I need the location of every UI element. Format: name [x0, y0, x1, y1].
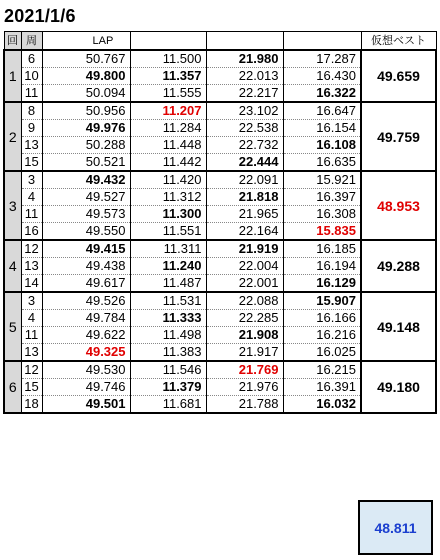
- sector3-time: 16.635: [283, 154, 361, 172]
- header-lap: LAP: [42, 32, 130, 51]
- lap-number: 12: [21, 240, 42, 258]
- sector1-time: 11.681: [130, 396, 206, 414]
- sector3-time: 15.921: [283, 171, 361, 189]
- lap-time: 49.438: [42, 258, 130, 275]
- sector2-time: 22.444: [206, 154, 283, 172]
- sector2-time: 22.013: [206, 68, 283, 85]
- sector1-time: 11.551: [130, 223, 206, 241]
- virtual-best: 49.659: [361, 50, 436, 102]
- lap-time: 50.521: [42, 154, 130, 172]
- sector2-time: 21.917: [206, 344, 283, 362]
- sector2-time: 21.919: [206, 240, 283, 258]
- lap-time: 49.617: [42, 275, 130, 293]
- lap-time: 49.622: [42, 327, 130, 344]
- lap-number: 18: [21, 396, 42, 414]
- lap-time: 50.956: [42, 102, 130, 120]
- lap-time: 50.288: [42, 137, 130, 154]
- lap-time: 49.530: [42, 361, 130, 379]
- sector3-time: 16.216: [283, 327, 361, 344]
- header-round: 回: [4, 32, 21, 51]
- sector1-time: 11.555: [130, 85, 206, 103]
- sector1-time: 11.487: [130, 275, 206, 293]
- sector3-time: 16.322: [283, 85, 361, 103]
- sector2-time: 22.004: [206, 258, 283, 275]
- table-row: [4, 50, 436, 68]
- lap-number: 15: [21, 154, 42, 172]
- lap-time: 49.550: [42, 223, 130, 241]
- sector1-time: 11.498: [130, 327, 206, 344]
- lap-number: 10: [21, 68, 42, 85]
- round-number: 3: [4, 171, 21, 240]
- lap-number: 12: [21, 361, 42, 379]
- lap-time: 49.784: [42, 310, 130, 327]
- lap-table: [3, 31, 437, 414]
- header-lap-no: 周: [21, 32, 42, 51]
- sector2-time: 21.965: [206, 206, 283, 223]
- header-sector2: [206, 32, 283, 51]
- sector3-time: 16.032: [283, 396, 361, 414]
- sector3-time: 16.430: [283, 68, 361, 85]
- sector2-time: 22.001: [206, 275, 283, 293]
- overall-best-cell: 48.811: [358, 500, 433, 555]
- sector1-time: 11.357: [130, 68, 206, 85]
- sector1-time: 11.500: [130, 50, 206, 68]
- sector3-time: 16.154: [283, 120, 361, 137]
- round-number: 4: [4, 240, 21, 292]
- table-row: [4, 361, 436, 379]
- sector2-time: 21.908: [206, 327, 283, 344]
- round-number: 5: [4, 292, 21, 361]
- sector2-time: 22.217: [206, 85, 283, 103]
- lap-time: 49.527: [42, 189, 130, 206]
- sector1-time: 11.420: [130, 171, 206, 189]
- lap-number: 13: [21, 258, 42, 275]
- lap-number: 11: [21, 327, 42, 344]
- sector1-time: 11.311: [130, 240, 206, 258]
- table-row: [4, 240, 436, 258]
- table-row: [4, 171, 436, 189]
- virtual-best: 49.148: [361, 292, 436, 361]
- session-date: 2021/1/6: [4, 6, 76, 26]
- sector1-time: 11.531: [130, 292, 206, 310]
- round-number: 2: [4, 102, 21, 171]
- sector2-time: 23.102: [206, 102, 283, 120]
- lap-number: 13: [21, 137, 42, 154]
- virtual-best: 48.953: [361, 171, 436, 240]
- sector3-time: 16.397: [283, 189, 361, 206]
- lap-number: 14: [21, 275, 42, 293]
- lap-time: 49.325: [42, 344, 130, 362]
- sector1-time: 11.442: [130, 154, 206, 172]
- sector3-time: 17.287: [283, 50, 361, 68]
- virtual-best: 49.288: [361, 240, 436, 292]
- sector3-time: 16.308: [283, 206, 361, 223]
- sector1-time: 11.207: [130, 102, 206, 120]
- sector1-time: 11.383: [130, 344, 206, 362]
- sector1-time: 11.379: [130, 379, 206, 396]
- lap-number: 8: [21, 102, 42, 120]
- table-row: [4, 102, 436, 120]
- lap-time: 49.976: [42, 120, 130, 137]
- sector3-time: 16.647: [283, 102, 361, 120]
- sector2-time: 21.980: [206, 50, 283, 68]
- sector1-time: 11.546: [130, 361, 206, 379]
- lap-time: 49.432: [42, 171, 130, 189]
- sector1-time: 11.300: [130, 206, 206, 223]
- sector2-time: 22.091: [206, 171, 283, 189]
- lap-number: 16: [21, 223, 42, 241]
- sector3-time: 16.025: [283, 344, 361, 362]
- header-sector1: [130, 32, 206, 51]
- lap-time: 49.415: [42, 240, 130, 258]
- lap-number: 11: [21, 85, 42, 103]
- sector1-time: 11.284: [130, 120, 206, 137]
- sector2-time: 22.732: [206, 137, 283, 154]
- lap-number: 13: [21, 344, 42, 362]
- sector3-time: 16.108: [283, 137, 361, 154]
- lap-time: 49.800: [42, 68, 130, 85]
- lap-number: 4: [21, 189, 42, 206]
- lap-time: 50.094: [42, 85, 130, 103]
- sector3-time: 16.185: [283, 240, 361, 258]
- lap-time: 50.767: [42, 50, 130, 68]
- sector2-time: 21.788: [206, 396, 283, 414]
- sector2-time: 22.088: [206, 292, 283, 310]
- sector3-time: 16.391: [283, 379, 361, 396]
- round-number: 6: [4, 361, 21, 413]
- lap-time: 49.746: [42, 379, 130, 396]
- sector1-time: 11.448: [130, 137, 206, 154]
- sector1-time: 11.240: [130, 258, 206, 275]
- virtual-best: 49.180: [361, 361, 436, 413]
- lap-number: 3: [21, 292, 42, 310]
- lap-time: 49.573: [42, 206, 130, 223]
- lap-number: 3: [21, 171, 42, 189]
- sector2-time: 22.164: [206, 223, 283, 241]
- sector2-time: 22.285: [206, 310, 283, 327]
- header-best: 仮想ベスト: [361, 32, 436, 51]
- sector3-time: 16.194: [283, 258, 361, 275]
- lap-time: 49.501: [42, 396, 130, 414]
- lap-time: 49.526: [42, 292, 130, 310]
- sector3-time: 16.166: [283, 310, 361, 327]
- header-row: [4, 32, 436, 51]
- lap-number: 6: [21, 50, 42, 68]
- lap-number: 11: [21, 206, 42, 223]
- sector1-time: 11.333: [130, 310, 206, 327]
- header-sector3: [283, 32, 361, 51]
- sector2-time: 22.538: [206, 120, 283, 137]
- virtual-best: 49.759: [361, 102, 436, 171]
- sector3-time: 16.215: [283, 361, 361, 379]
- lap-number: 4: [21, 310, 42, 327]
- sector2-time: 21.818: [206, 189, 283, 206]
- sector3-time: 15.907: [283, 292, 361, 310]
- table-row: [4, 292, 436, 310]
- lap-number: 15: [21, 379, 42, 396]
- sector3-time: 16.129: [283, 275, 361, 293]
- sector2-time: 21.976: [206, 379, 283, 396]
- round-number: 1: [4, 50, 21, 102]
- sector1-time: 11.312: [130, 189, 206, 206]
- sector3-time: 15.835: [283, 223, 361, 241]
- lap-number: 9: [21, 120, 42, 137]
- sector2-time: 21.769: [206, 361, 283, 379]
